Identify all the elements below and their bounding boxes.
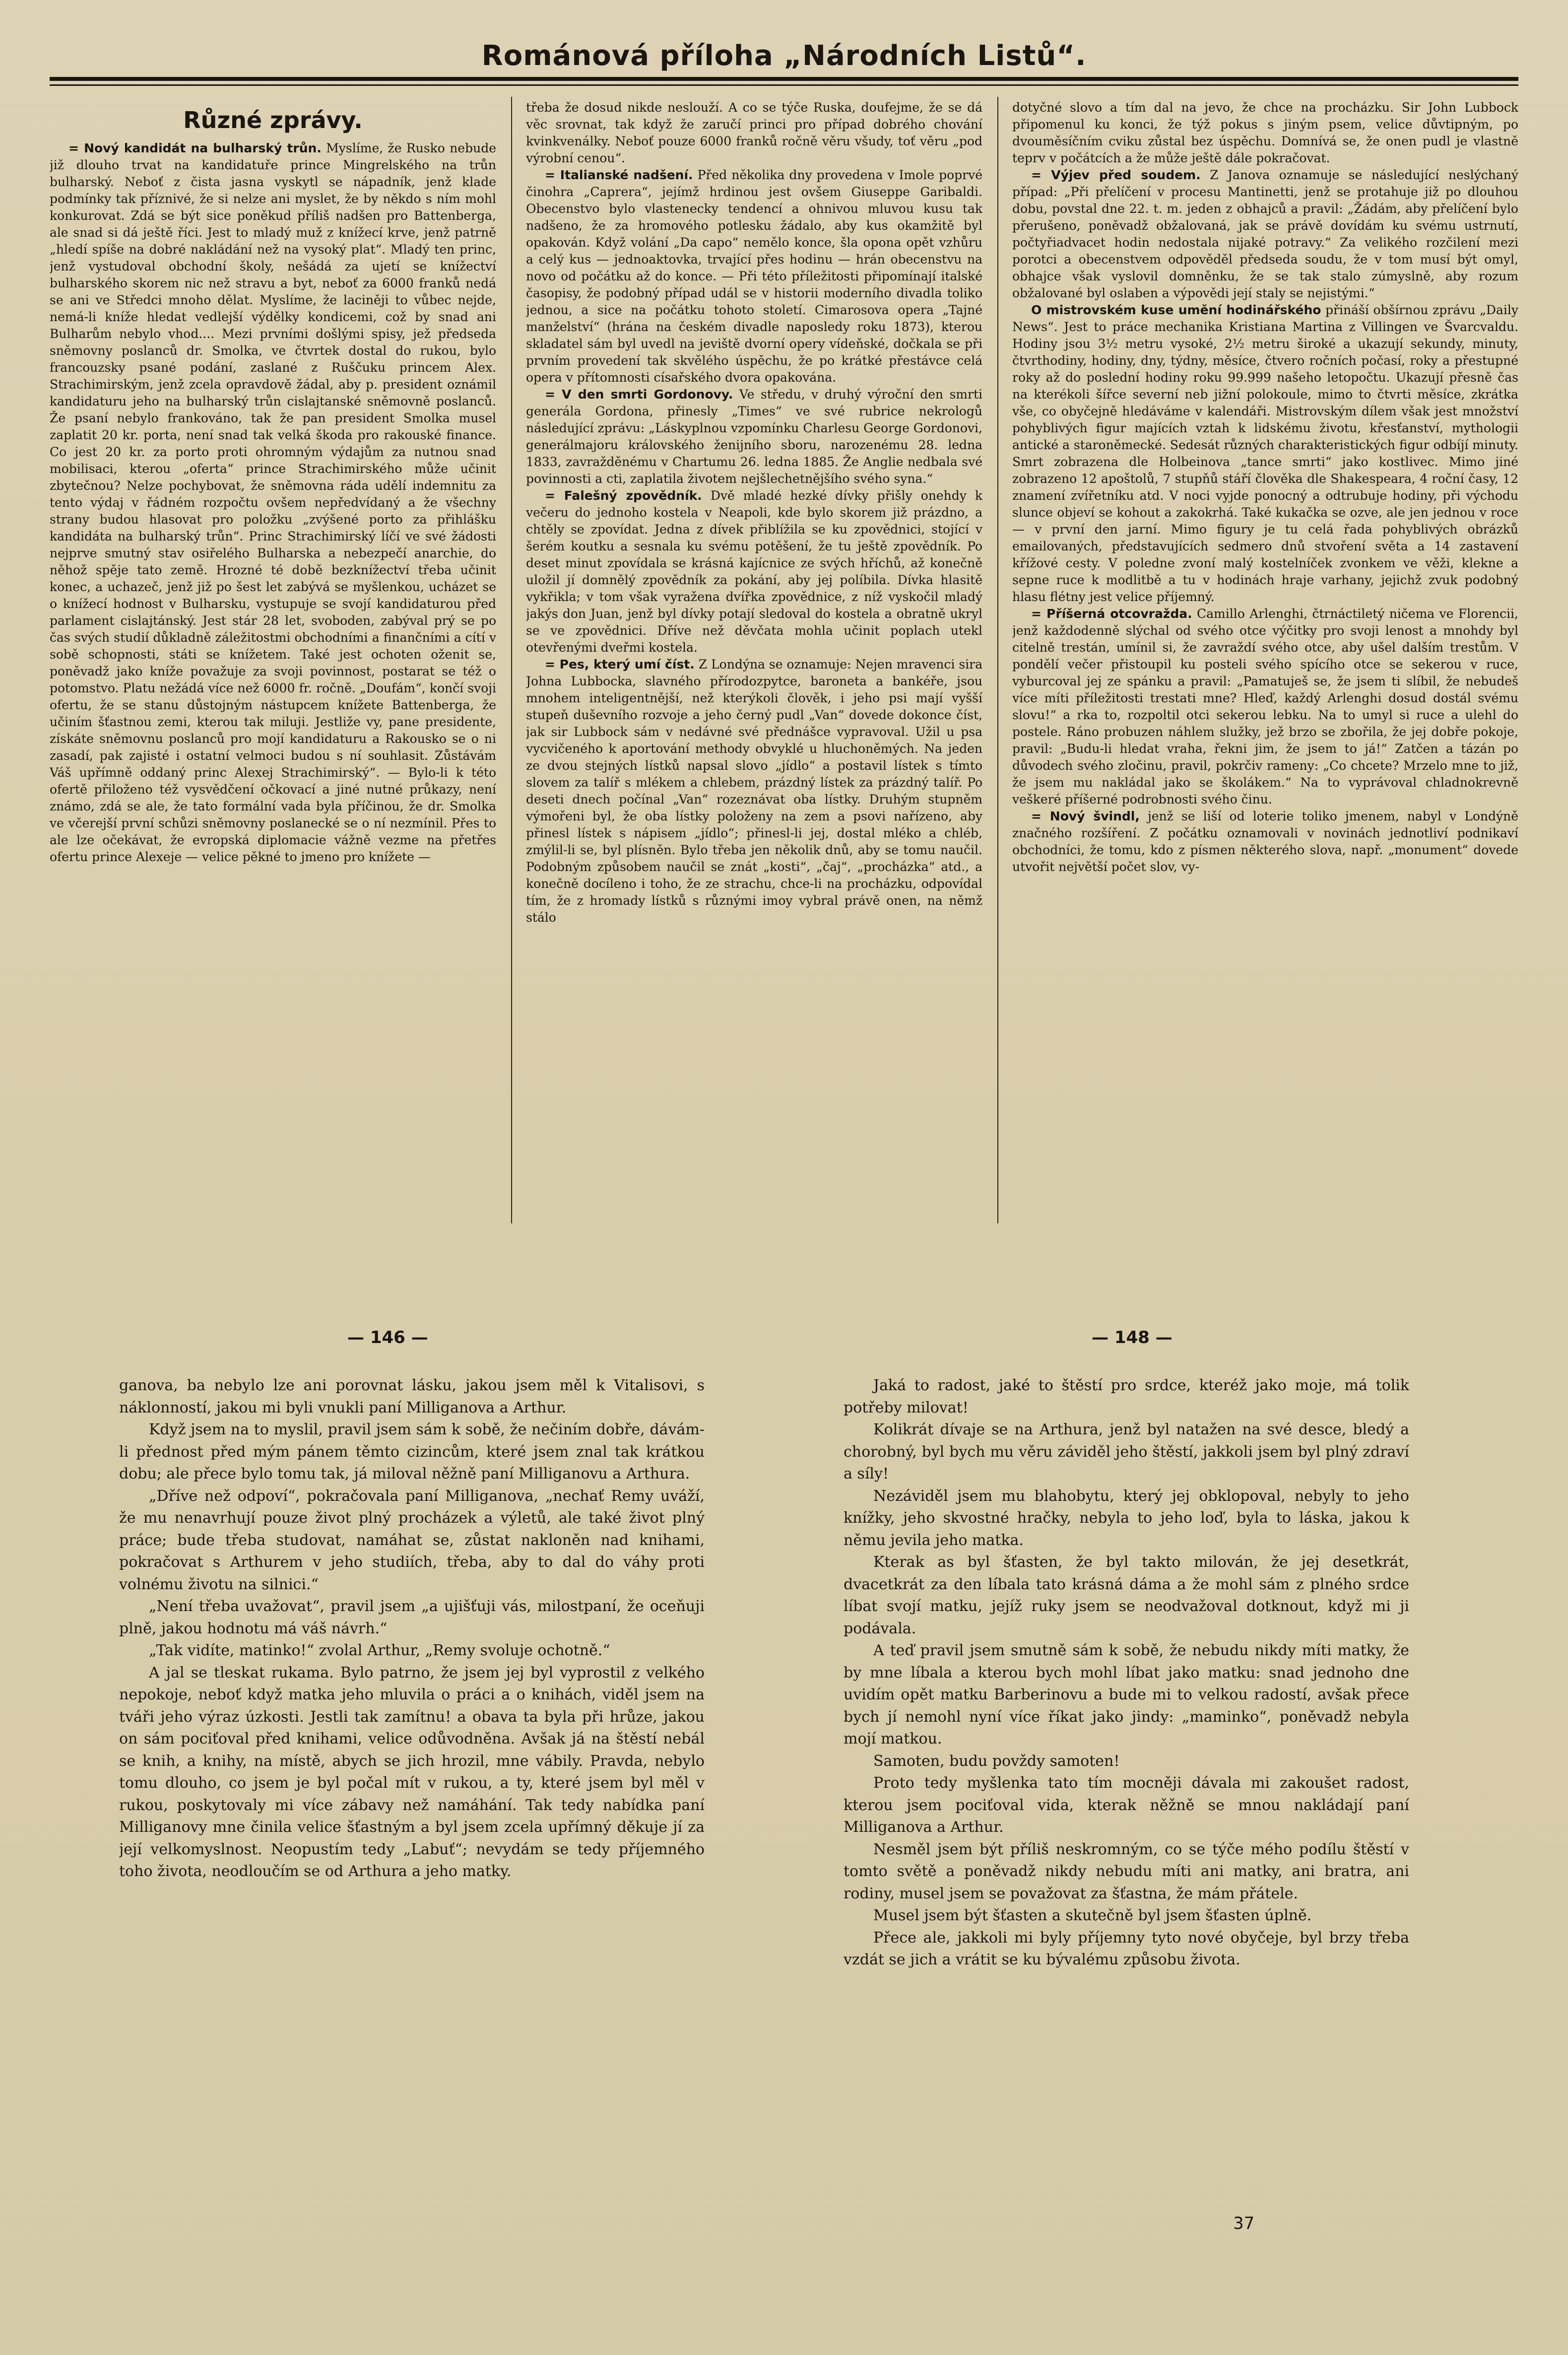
- news-item-text: přináší obšírnou zprávu „Daily News“. Jest to práce mechanika Kristiana Martina z Villingen ve Švarcvaldu. Hodiny jsou 3½ metru vysoké, 2½ metru široké a ukazují sekundy, minuty, čtvrthodiny, hodiny, dny, týdny, měsíce, čtvero ročních počasí, roky a přestupné roky až do poslední hodiny roku 99.999 našeho letopočtu. Ukazují přesně čas na kterékoli šířce severní neb jižní polokoule, mimo to čtvrti měsíce, zkrátka vše, co obyčejně hledáváme v kalendáři. Mistrovským dílem však jest množství pohyblivých figur majících vztah k lidskému životu, křesťanství, mythologii antické a staroněmecké. Sedesát různých charakteristických figur odbíjí minuty. Smrt zobrazena dle Holbeinova „tance smrti“ jako kostlivec. Mimo jiné zobrazeno 12 apoštolů, 7 stupňů stáří člověka dle Shakespeara, 4 roční časy, 12 znamení zvířetníku atd. V noci vyjde ponocný a odtrubuje hodiny, při východu slunce objeví se kohout a zakokrhá. Také kukačka se ozve, ale jen jednou v roce — v první den jarní. Mimo figury je tu celá řada pohyblivých obrázků emailovaných, představujících sedmero dnů stvoření světa a 14 zastavení křížové cesty. V poledne zvoní malý kostelníček zvonkem ve věži, klekne a sepne ruce k modlitbě a tu v hodinách hraje varhany, jejichž zvuk podobný hlasu flétny jest velice příjemný.: [1012, 303, 1518, 604]
- news-item: [1012, 606, 1518, 808]
- news-column-1: [50, 99, 496, 1221]
- novel-paragraph: Když jsem na to myslil, pravil jsem sám k sobě, že nečiním dobře, dávám-li přednost před mým pánem těmto cizincům, které jsem znal tak krátkou dobu; ale přece bylo tomu tak, já miloval něžně paní Milliganovu a Arthura.: [119, 1421, 705, 1482]
- news-item: [526, 487, 982, 656]
- novel-paragraph: Nezáviděl jsem mu blahobytu, který jej obklopoval, nebyly to jeho knížky, jeho skvostné hračky, nebyla to jeho loď, byla to láska, jakou k němu jevila jeho matka.: [844, 1487, 1409, 1549]
- news-item-heading: = Nový kandidát na bulharský trůn.: [68, 141, 322, 155]
- news-item: [526, 167, 982, 386]
- news-item: [1012, 302, 1518, 606]
- novel-paragraph: Kterak as byl šťasten, že byl takto milován, že jej desetkrát, dvacetkrát za den líbala tato krásná dáma a že mohl sám z plného srdce líbat svojí matku, jejíž ruky jsem se neodvažoval dotknout, když mi ji podávala.: [844, 1553, 1409, 1637]
- news-item-text: Dvě mladé hezké dívky přišly onehdy k večeru do jednoho kostela v Neapoli, kde bylo skorem již prázdno, a chtěly se zpovídat. Jedna z dívek přiblížila se ku zpovědnici, stojící v šerém koutku a sesnala ku svému potěšení, že tu ještě zpovědník. Po deset minut zpovídala se krásná kajícnice ze svých hříchů, až konečně uložil jí domnělý zpovědník za pokání, aby jej políbila. Dívka hlasitě vykřikla; v tom však vyražena dvířka zpovědnice, z níž vyskočil mladý jakýs don Juan, jenž byl dívky potají sledoval do kostela a obratně ukryl se ve zpovědnici. Dříve než děvčata mohla učinit poplach utekl otevřenými dveřmi kostela.: [526, 488, 982, 655]
- news-item: [50, 140, 496, 866]
- novel-paragraph: A teď pravil jsem smutně sám k sobě, že nebudu nikdy míti matky, že by mne líbala a kterou bych mohl líbat jako matku: snad jednoho dne uvidím opět matku Barberinovu a bude mi to velkou radostí, avšak přece bych jí nemohl nyní více říkat jako jindy: „maminko“, poněvadž nebyla mojí matkou.: [844, 1642, 1409, 1748]
- novel-paragraph: Přece ale, jakkoli mi byly příjemny tyto nové obyčeje, byl brzy třeba vzdát se jich a vrátit se ku bývalému způsobu života.: [844, 1929, 1409, 1968]
- news-column-2: [526, 99, 982, 1221]
- news-item-heading: = Pes, který umí číst.: [545, 657, 695, 672]
- news-item-text: Z Londýna se oznamuje: Nejen mravenci sira Johna Lubbocka, slavného přírodozpytce, baroneta a bankéře, jsou mnohem inteligentnější, než kterýkoli člověk, i jeho psi mají vyšší stupeň duševního rozvoje a jeho černý pudl „Van“ dovede dokonce číst, jak sir Lubbock sám v nedávné své přednášce vypravoval. Užil u psa vycvičeného k aportování methody obvyklé u hluchoněmých. Na jeden ze dvou stejných lístků napsal slovo „jídlo“ a postavil lístek s tímto slovem za talíř s mlékem a chlebem, prázdný lístek za prázdný talíř. Po deseti dnech počínal „Van“ rozeznávat oba lístky. Druhým stupněm výmořeni byl, že oba lístky položeny na zem a psovi nařízeno, aby přinesl lístek s nápisem „jídlo“; přinesl-li jej, dostal mléko a chléb, zmýlil-li se, byl plísněn. Bylo třeba jen několik dnů, aby se tomu naučil. Podobným způsobem naučil se znát „kosti“, „čaj“, „procházka“ atd., a konečně docíleno i toho, že ze strachu, chce-li na procházku, odpovídal tím, že z hromady lístků s různými imoy vybral právě onen, na němž stálo: [526, 657, 982, 925]
- news-item-text: třeba že dosud nikde neslouží. A co se týče Ruska, doufejme, že se dá věc srovnat, tak když že zaručí princi pro případ dobrého chování kvinkvenálky. Neboť pouze 6000 franků ročně věru všudy, toť věru „pod výrobní cenou“.: [526, 100, 982, 165]
- news-item-text: Před několika dny provedena v Imole poprvé činohra „Caprera“, jejímž hrdinou jest ovšem Giuseppe Garibaldi. Obecenstvo bylo vlastenecky tendencí a ohnivou mluvou kusu tak nadšeno, že za hromového potlesku žádalo, aby kus okamžitě byl opakován. Když volání „Da capo“ nemělo konce, šla opona opět vzhůru a celý kus — jednoaktovka, trvající přes hodinu — hrán obecenstvu na novo od počátku až do konce. — Při této příležitosti připomínají italské časopisy, že podobný případ udál se v historii moderního divadla toliko jednou, a sice na počátku tohoto století. Cimarosova opera „Tajné manželství“ (hrána na českém divadle naposledy roku 1873), kterou skladatel sám byl uvedl na jeviště dvorní opery vídeňské, dočkala se při prvním provedení tak skvělého úspěchu, že po krátké přestávce celá opera v přítomnosti císařského dvora opakována.: [526, 168, 982, 385]
- news-item-heading: = Nový švindl,: [1031, 809, 1140, 823]
- news-item-text: Ve středu, v druhý výroční den smrti generála Gordona, přinesly „Times“ ve své rubrice nekrologů následující zprávu: „Láskyplnou vzpomínku Charlesu George Gordonovi, generálmajoru královského ženijního sboru, narozenému 28. ledna 1833, zavražděnému v Chartumu 26. ledna 1885. Že Anglie nedbala své povinnosti a cti, zaplatila životem nejšlechetnějšího svého syna.“: [526, 387, 982, 486]
- novel-paragraph: Musel jsem být šťasten a skutečně byl jsem šťasten úplně.: [873, 1907, 1312, 1924]
- news-item: [526, 99, 982, 167]
- novel-paragraph: Samoten, budu povždy samoten!: [873, 1752, 1120, 1770]
- news-item-heading: = Příšerná otcovražda.: [1031, 606, 1192, 621]
- folio-number: 37: [1233, 2214, 1255, 2233]
- novel-paragraph: „Není třeba uvažovat“, pravil jsem „a ujišťuji vás, milostpaní, že oceňuji plně, jakou hodnotu má váš návrh.“: [119, 1598, 705, 1637]
- news-item: [526, 386, 982, 487]
- novel-column-left: [119, 1375, 705, 2219]
- novel-paragraph: Nesměl jsem být příliš neskromným, co se týče mého podílu štěstí v tomto světě a poněvadž nikdy nebudu míti ani matky, ani bratra, ani rodiny, musel jsem se považovat za šťastna, že mám přátele.: [844, 1840, 1409, 1902]
- news-item-text: Myslíme, že Rusko nebude již dlouho trvat na kandidatuře prince Mingrelského na trůn bulharský. Neboť z čista jasna vyskytl se nápadník, jenž klade podmínky tak příznivé, že si nelze ani myslet, že by někdo s ním mohl konkurovat. Zdá se být sice poněkud příliš nadšen pro Battenberga, ale snad si dá ještě říci. Jest to mladý muž z knížecí krve, jenž patrně „hledí spíše na dobré nakládání než na vysoký plat“. Mladý ten princ, jenž vystudoval obchodní školy, nešádá za ujetí se knížectví bulharského skorem nic než stravu a byt, neboť za 6000 franků nedá se ani ve Středci mnoho dělat. Myslíme, že laciněji to vůbec nejde, nemá-li kníže hledat vedlejší výdělky kondicemi, což by snad ani Bulharům nebylo vhod.... Mezi prvními došlými spisy, jež předseda sněmovny poslanců dr. Smolka, ve čtvrtek dostal do rukou, bylo francouzsky psané podání, zaslané z Ruščuku princem Alex. Strachimirským, jenž zcela opravdově žádal, aby p. president oznámil kandidaturu jeho na bulharský trůn cislajtanské sněmovně poslanců. Že psaní nebylo frankováno, tak že pan president Smolka musel zaplatit 20 kr. porta, není snad tak velká škoda pro rakouské finance. Co jest 20 kr. za porto proti ohromným výdajům za nutnou snad mobilisaci, kterou „oferta“ prince Strachimirského může učinit zbytečnou? Nelze pochybovat, že sněmovna ráda udělí indemnitu za tento výdaj v řádném rozpočtu ovšem nepředvídaný a že všechny strany budou hlasovat pro položku „zvýšené porto za přihlášku kandidáta na bulharský trůn“. Princ Strachimirský líčí ve své žádosti nejprve smutný stav osiřelého Bulharska a nebezpečí anarchie, do něhož spěje tato země. Hrozné té době bezknížectví třeba učinit konec, a uchazeč, jenž již po šest let zabývá se myšlenkou, ucházet se o knížecí hodnost v Bulharsku, vystupuje se svojí kandidaturou před parlament cislajtánský. Jest stár 28 let, svoboden, zabýval prý se po čas svých studií důkladně záležitostmi obchodními a finančními a cítí v sobě schopnosti, státi se knížetem. Také jest ochoten oženit se, poněvadž jako kníže považuje za svoji povinnost, postarat se též o potomstvo. Platu nežádá více než 6000 fr. ročně. „Doufám“, končí svoji ofertu, že se stanu důstojným nástupcem knížete Battenberga, že učiním šťastnou zemi, kterou tak miluji. Jestliže vy, pane presidente, získáte sněmovnu poslanců pro mojí kandidaturu a Rakousko se o ni zasadí, pak zajisté i ostatní velmoci budou s ní souhlasit. Zůstávám Váš upřímně oddaný princ Alexej Strachimirský“. — Bylo-li k této ofertě přiloženo též vysvědčení očkovací a jiné nutné průkazy, není známo, zdá se ale, že tato formální vada byla příčinou, že dr. Smolka ve včerejší první schůzi sněmovny poslanecké se o ní nezmínil. Přes to ale lze očekávat, že evropská diplomacie vážně vezme na přetřes ofertu prince Alexeje — velice pěkné to jmeno pro knížete —: [50, 141, 496, 864]
- novel-column-right: [844, 1375, 1409, 2219]
- news-item: [1012, 99, 1518, 167]
- novel-paragraph: „Tak vidíte, matinko!“ zvolal Arthur, „Remy svoluje ochotně.“: [149, 1642, 610, 1659]
- news-item-heading: = Falešný zpovědník.: [545, 488, 702, 503]
- header-rule: [50, 77, 1518, 81]
- news-item-text: Camillo Arlenghi, čtrnáctiletý ničema ve Florencii, jenž každodenně slýchal od svého otce výčitky pro svoji lenost a mnohdy byl citelně trestán, umínil si, že zavraždí svého otce, aby ušel dalším trestům. V pondělí večer přistoupil ku posteli svého spícího otce se sekerou v ruce, vyburcoval jej ze spánku a pravil: „Pamatuješ se, že jsem ti slíbil, že nebudeš více míti příležitosti trestati mne? Hleď, každý Arlenghi dosud dostál svému slovu!“ a rka to, rozpoltil otci sekerou lebku. Na to umyl si ruce a ulehl do postele. Ráno probuzen náhlem služky, jež brzo se zbořila, že jej dobře pokoje, pravil: „Budu-li hledat vraha, řekni jim, že jsem to já!“ Zatčen a tázán po důvodech svého zločinu, pravil, pokrčiv rameny: „Co chcete? Mrzelo mne to již, že jsem mu nakládal jako se školákem.“ Na to vyprávoval chladnokrevně veškeré příšerné podrobnosti svého činu.: [1012, 606, 1518, 807]
- section-title: Různé zprávy.: [183, 107, 363, 134]
- novel-paragraph: Kolikrát dívaje se na Arthura, jenž byl natažen na své desce, bledý a chorobný, byl bych mu věru záviděl jeho štěstí, jakkoli jsem byl plný zdraví a síly!: [844, 1421, 1409, 1482]
- column-divider: [511, 97, 512, 1223]
- header-rule-thin: [50, 84, 1518, 86]
- news-item: [1012, 167, 1518, 302]
- news-column-3: [1012, 99, 1518, 1221]
- news-item-heading: O mistrovském kuse umění hodinářského: [1031, 303, 1321, 317]
- novel-paragraph: A jal se tleskat rukama. Bylo patrno, že jsem jej byl vyprostil z velkého nepokoje, neboť když matka jeho mluvila o práci a o knihách, viděl jsem na tváři jeho výraz úzkosti. Jestli tak zamítnu! a obava ta byla při hrůze, jakou on sám pociťoval před knihami, velice odůvodněna. Avšak já na štěstí nebál se knih, a knihy, na místě, abych se jich hrozil, mne vábily. Pravda, nebylo tomu dlouho, co jsem je byl počal mít v rukou, a ty, které jsem byl měl v rukou, poskytovaly mi více zábavy než namáhání. Tak tedy nabídka paní Milliganovy mne činila velice šťastným a byl jsem zcela upřímný děkuje jí za její velkomyslnost. Neopustím tedy „Labuť“; nevydám se tedy příjemného toho života, neodloučím se od Arthura a jeho matky.: [119, 1664, 705, 1880]
- page-number-right: — 148 —: [1092, 1328, 1173, 1347]
- news-item-heading: = V den smrti Gordonovy.: [545, 387, 733, 402]
- novel-paragraph: Jaká to radost, jaké to štěstí pro srdce, kteréž jako moje, má tolik potřeby milovat!: [844, 1377, 1409, 1416]
- page-number-left: — 146 —: [347, 1328, 428, 1347]
- news-item: [1012, 808, 1518, 875]
- news-item-heading: = Italianské nadšení.: [545, 168, 693, 182]
- news-item-heading: = Výjev před soudem.: [1031, 168, 1201, 182]
- news-item-text: jenž se liší od loterie toliko jmenem, nabyl v Londýně značného rozšíření. Z počátku oznamovali v novinách jednotliví podnikaví obchodníci, že tomu, kdo z písmen některého slova, např. „monument“ dovede utvořit největší počet slov, vy-: [1012, 809, 1518, 874]
- news-item-text: Z Janova oznamuje se následující neslýchaný případ: „Při přelíčení v procesu Mantinetti, jenž se protahuje již po dlouhou dobu, povstal dne 22. t. m. jeden z obhajců a pravil: „Žádám, aby přelíčení bylo přerušeno, poněvadž obžalovaná, jak se právě dovídám ku svému ustrnutí, počtyřiadvacet hodin nedostala nijaké potravy.“ Za velikého rozčilení mezi porotci a obecenstvem odpověděl předseda soudu, že v tom musí být omyl, obhajce však vyslovil domněnku, že se tak stalo zúmyslně, aby rozum obžalované byl oslaben a výpovědi její staly se nejistými.“: [1012, 168, 1518, 300]
- column-divider: [997, 97, 998, 1223]
- page-header: Románová příloha „Národních Listů“.: [481, 40, 1087, 72]
- news-item: [526, 656, 982, 926]
- novel-paragraph: „Dříve než odpoví“, pokračovala paní Milliganova, „nechať Remy uváží, že mu nenavrhují pouze život plný procházek a výletů, ale také život plný práce; bude třeba studovat, namáhat se, zůstat nakloněn nad knihami, pokračovat s Arthurem v jeho studiích, třeba, aby to dal do váhy proti volnému životu na silnici.“: [119, 1487, 705, 1593]
- news-item-text: dotyčné slovo a tím dal na jevo, že chce na procházku. Sir John Lubbock připomenul ku konci, že týž pokus s jiným psem, velice důvtipným, po dvouměsíčním cviku zůstal bez úspěchu. Domnívá se, že onen pudl je vlastně teprv v počátcích a že může ještě dále pokračovat.: [1012, 100, 1518, 165]
- novel-paragraph: ganova, ba nebylo lze ani porovnat lásku, jakou jsem měl k Vitalisovi, s náklonností, jakou mi byli vnukli paní Milliganova a Arthur.: [119, 1377, 705, 1416]
- novel-paragraph: Proto tedy myšlenka tato tím mocněji dávala mi zakoušet radost, kterou jsem pociťoval vida, kterak něžně se mnou nakládají paní Milliganova a Arthur.: [844, 1774, 1409, 1836]
